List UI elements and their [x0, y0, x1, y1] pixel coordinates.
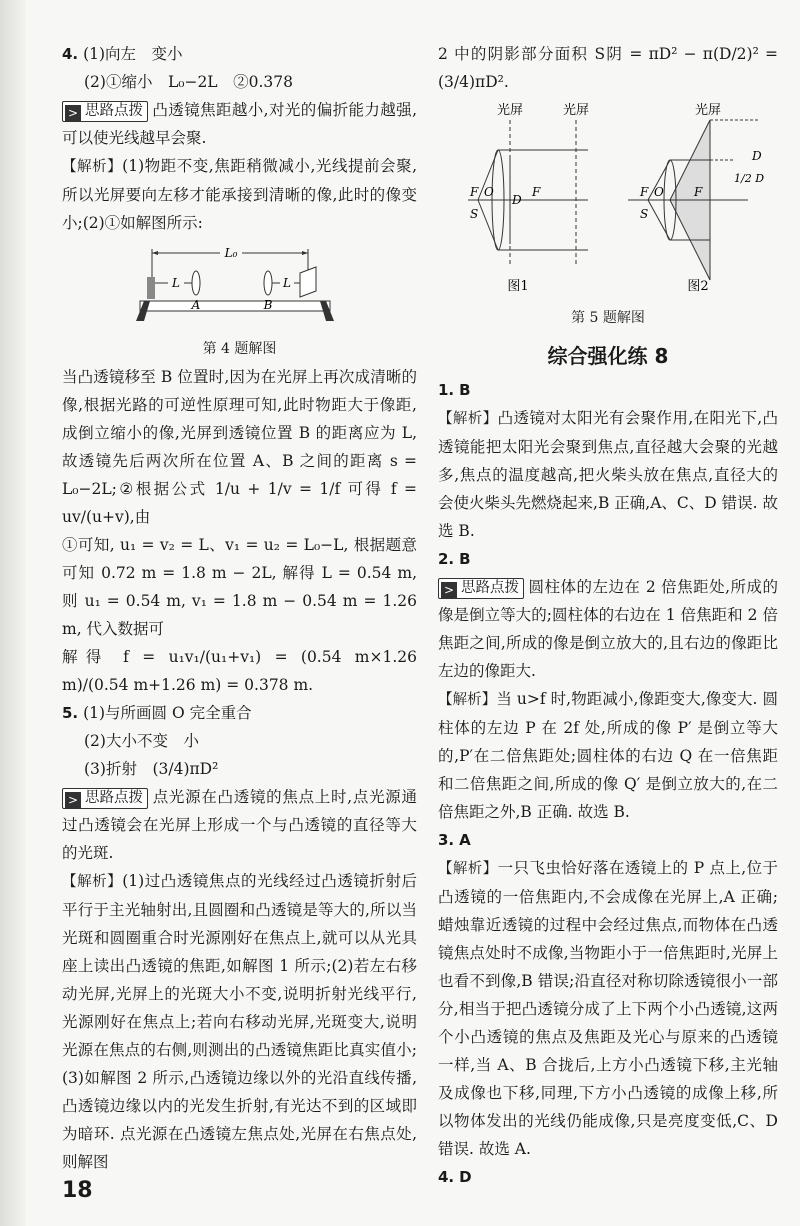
q4-analysis-p4: 解得 f = u₁v₁/(u₁+v₁) = (0.54 m×1.26 m)/(0.54 m+1.26 m) = 0.378 m. — [62, 648, 417, 694]
r-q1-choice: B — [459, 381, 471, 399]
fig2-caption: 图2 — [687, 279, 709, 294]
svg-text:S: S — [640, 207, 649, 221]
chevron-right-icon: > — [65, 105, 81, 121]
lens-A — [192, 271, 200, 295]
svg-text:D: D — [512, 193, 522, 207]
r-q4-number: 4. — [438, 1168, 455, 1186]
section-title: 综合强化练 8 — [547, 344, 669, 368]
analysis-label: 【 解析 】 — [438, 861, 498, 877]
r-q4-choice: D — [459, 1168, 472, 1186]
tip-label: 思路点拨 — [85, 103, 143, 119]
candle — [147, 277, 155, 299]
tip-label: 思路点拨 — [461, 580, 519, 596]
fig1-screen-label-2: 光屏 — [562, 103, 590, 118]
q5-number: 5. — [62, 704, 79, 722]
q5-tip-text: 点光源在凸透镜的焦点上时,点光源通过凸透镜会在光屏上形成一个与凸透镜的直径等大的光斑. — [62, 788, 417, 862]
q4-number: 4. — [62, 45, 79, 63]
q4-analysis — [62, 152, 417, 237]
q4-analysis-p3: ①可知, u₁ = v₂ = L、v₁ = u₂ = L₀−L, 根据题意可知 0.72 m = 1.8 m − 2L, 解得 L = 0.54 m, 则 u₁ = 0.54 m, v₁ = 1.8 m − 0.54 m = 1.26 m, 代入数据可 — [62, 536, 417, 638]
r-q3-analysis — [438, 854, 778, 1163]
label-L-right: L — [282, 276, 291, 290]
tip-badge — [62, 101, 148, 122]
svg-text:O: O — [654, 185, 664, 199]
label-L0: L₀ — [224, 246, 237, 260]
r-q3-choice: A — [459, 831, 471, 849]
analysis-label: 【 解析 】 — [438, 411, 498, 427]
r-q2-choice: B — [459, 550, 471, 568]
q4-tip-text: 凸透镜焦距越小,对光的偏折能力越强,可以使光线越早会聚. — [62, 101, 417, 147]
q5-tip — [62, 783, 417, 867]
tip-badge — [438, 578, 524, 599]
q4-tip — [62, 96, 417, 152]
analysis-label: 【 解析 】 — [438, 692, 496, 708]
label-A: A — [191, 298, 200, 312]
q4-answer-line1 — [62, 40, 417, 68]
r-q2-analysis — [438, 685, 778, 826]
bench-rail — [140, 301, 330, 311]
analysis-label: 【 解析 】 — [62, 159, 122, 175]
r-q2-number: 2. — [438, 550, 455, 568]
q4-analysis-text: (1)物距不变,焦距稍微减小,光线提前会聚,所以光屏要向左移才能承接到清晰的像,此时的像变小;(2)①如解图所示: — [62, 157, 418, 232]
q5-answer-1: (1)与所画圆 O 完全重合 — [83, 704, 252, 722]
fig2-screen-label: 光屏 — [694, 103, 722, 118]
right-column — [438, 40, 778, 1191]
q5-analysis-continued: 2 中的阴影部分面积 S阴 = πD² − π(D/2)² = (3/4)πD². — [438, 45, 778, 91]
page-number: 18 — [62, 1178, 93, 1203]
r-q1-analysis-text: 凸透镜对太阳光有会聚作用,在阳光下,凸透镜能把太阳光会聚到焦点,直径越大会聚的光越多,焦点的温度越高,把火柴头放在焦点,直径大的会使火柴头先燃烧起来,B 正确,A、C、D 错误. 故选 B. — [438, 409, 779, 540]
r-q1-answer — [438, 376, 778, 404]
r-q2-tip-text: 圆柱体的左边在 2 倍焦距处,所成的像是倒立等大的;圆柱体的右边在 1 倍焦距和 2 倍焦距之间,所成的像是倒立放大的,且右边的像距比左边的像距大. — [438, 578, 778, 680]
r-q3-analysis-text: 一只飞虫恰好落在透镜上的 P 点上,位于凸透镜的一倍焦距内,不会成像在光屏上,A 正确;蜡烛靠近透镜的过程中会经过焦点,而物体在凸透镜焦点处时不成像,当物距小于一倍焦距时,光屏上也看不到像,B 错误;沿直径对称切除透镜很小一部分,相当于把凸透镜分成了上下两个小凸透镜,这两个小凸透镜的焦点及焦距及光心与原来的凸透镜一样,当 A、B 合拢后,上方小凸透镜下移,主光轴及成像也下移,同理,下方小凸透镜的成像上移,所以物体发出的光线仍能成像,只是亮度变低,C、D 错误. 故选 A. — [438, 859, 779, 1158]
fig1-screen-label-1: 光屏 — [496, 103, 524, 118]
r-q1-analysis — [438, 404, 778, 545]
svg-text:S: S — [470, 207, 479, 221]
q5-answer-3: (3)折射 (3/4)πD² — [84, 760, 219, 778]
screen — [300, 267, 316, 297]
svg-text:F: F — [640, 185, 649, 199]
label-B: B — [263, 298, 272, 312]
svg-text:1/2 D: 1/2 D — [734, 172, 765, 185]
chevron-right-icon: > — [65, 792, 81, 808]
q4-answer-1: (1)向左 变小 — [83, 45, 183, 63]
tip-badge — [62, 788, 148, 809]
label-L-left: L — [171, 276, 180, 290]
r-q3-answer — [438, 826, 778, 854]
q5-figure-caption: 第 5 题解图 — [571, 310, 645, 326]
fig1-caption: 图1 — [507, 279, 529, 294]
svg-text:F: F — [470, 185, 479, 199]
q4-figure-caption: 第 4 题解图 — [202, 341, 277, 357]
r-q2-tip — [438, 573, 778, 685]
r-q4-answer — [438, 1163, 778, 1191]
r-q2-answer — [438, 545, 778, 573]
q5-analysis-text: (1)过凸透镜焦点的光线经过凸透镜折射后平行于主光轴射出,且圆圈和凸透镜是等大的,所以当光斑和圆圈重合时光源刚好在焦点上,就可以从光具座上读出凸透镜的焦距,如解图 1 所示;(2)若左右移动光屏,光屏上的光斑大小不变,说明折射光线平行,光源刚好在焦点上;若向右移动光屏,光斑变大,说明光源在焦点的右侧,则测出的凸透镜焦距比真实值小;(3)如解图 2 所示,凸透镜边缘以外的光沿直线传播,凸透镜边缘以内的光发生折射,有光达不到的区域即为暗环. 点光源在凸透镜左焦点处,光屏在右焦点处,则解图 — [62, 872, 418, 1171]
analysis-label: 【 解析 】 — [62, 874, 122, 890]
r-q2-analysis-text: 当 u>f 时,物距减小,像距变大,像变大. 圆柱体的左边 P 在 2f 处,所成的像 P′ 是倒立等大的,P′在二倍焦距处;圆柱体的右边 Q 在一倍焦距和二倍焦距之间,所成的像 Q′ 是倒立放大的,在二倍焦距之外,B 正确. 故选 B. — [438, 690, 778, 821]
chevron-right-icon: > — [441, 582, 457, 598]
svg-text:D: D — [752, 149, 762, 163]
svg-text:F: F — [694, 185, 703, 199]
lens-B — [264, 271, 272, 295]
q5-analysis — [62, 867, 417, 1176]
q4-analysis-p2: 当凸透镜移至 B 位置时,因为在光屏上再次成清晰的像,根据光路的可逆性原理可知,此时物距大于像距,成倒立缩小的像,光屏到透镜位置 B 的距离应为 L,故透镜先后两次所在位置 A、B 之间的距离 s = L₀−2L;②根据公式 1/u + 1/v = 1/f 可得 f = uv/(u+v),由 — [62, 368, 417, 526]
svg-text:O: O — [484, 185, 494, 199]
left-column — [62, 40, 417, 1176]
q5-answer-line1 — [62, 699, 417, 727]
q5-figure — [448, 100, 768, 300]
r-q3-number: 3. — [438, 831, 455, 849]
svg-text:F: F — [532, 185, 541, 199]
book-spine-shadow — [0, 0, 26, 1226]
r-q1-number: 1. — [438, 381, 455, 399]
q5-answer-2: (2)大小不变 小 — [84, 732, 199, 750]
q4-answer-2: (2)①缩小 L₀−2L ②0.378 — [84, 73, 293, 91]
tip-label: 思路点拨 — [85, 790, 143, 806]
q4-figure-optical-bench — [130, 241, 350, 331]
